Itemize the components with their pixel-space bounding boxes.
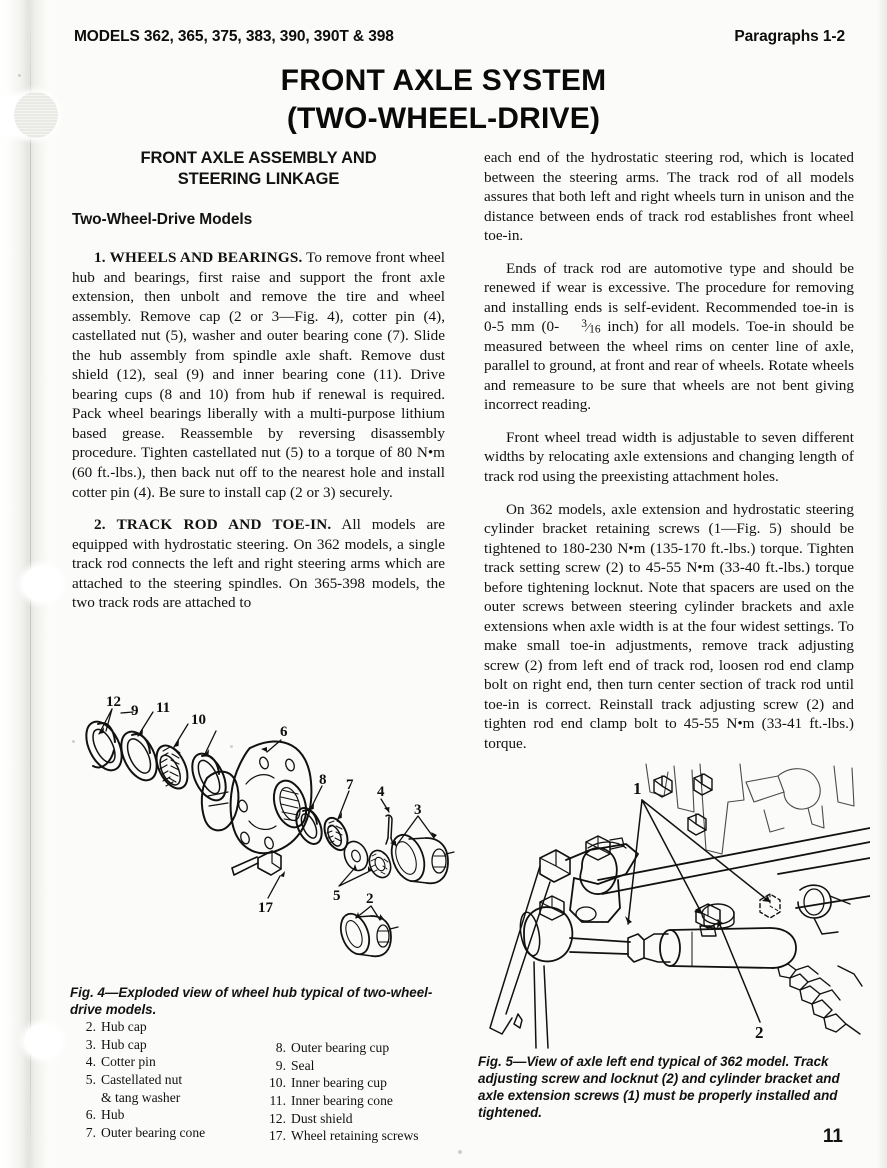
legend-item [260,1039,450,1057]
figure-4-leader-lines [99,709,434,920]
hydraulic-hose-fittings [778,964,862,1034]
legend-number: 12. [269,1110,286,1126]
legend-label: Hub cap [101,1019,147,1034]
figure-4-callout-numbers [106,694,422,916]
legend-column-right [260,1018,450,1145]
figure-4-arrowheads [99,727,437,920]
legend-number: 11. [269,1093,286,1109]
right-paragraph-3: Front wheel tread width is adjustable to seven different widths by relocating axle extensions and changing length of track rod using the preexisting attachment holes. [484,428,854,485]
callout-10: 10 [191,712,206,728]
right-paragraph-1: each end of the hydrostatic steering rod, which is located between the steering arms. The track rod of all models assures that both left and right wheels turn in unison and the distance between ends of track rod establishes front wheel toe-in. [484,149,854,245]
left-text-column [72,148,445,614]
right-text-column [484,148,854,754]
right-paragraph-2-part-a: Ends of track rod are automotive type and should be renewed if wear is excessive. The procedure for removing and installing ends is self-evident. Recommended toe-in is 0-5 mm (0- [484,259,854,336]
legend-number: 4. [85,1054,96,1070]
legend-label: Cotter pin [101,1054,156,1070]
fraction-numerator: 3 [581,317,587,330]
figure-5-caption: Fig. 5—View of axle left end typical of 362 model. Track adjusting screw and locknut (2) and cylinder bracket and axle extension screws (1) must be properly installed and tightened. [478,1054,840,1121]
callout-9: 9 [131,703,139,719]
legend-label: Inner bearing cone [291,1093,393,1109]
paragraph-2-text: All models are equipped with hydrostatic steering. On 362 models, a single track rod connects the left and right steering arms which are attached to the steering spindles. On 365-398 models, the two track rods are attached to [72,516,445,612]
scan-speck [458,1150,462,1154]
background-chassis [646,764,854,854]
part-cotter-pin [386,815,393,844]
legend-item [70,1053,260,1071]
legend-number: 17. [269,1128,286,1144]
legend-label: Dust shield [291,1110,353,1126]
subheading-two-wheel-drive-models: Two-Wheel-Drive Models [72,211,253,229]
section-heading-line-1: FRONT AXLE ASSEMBLY AND [140,149,377,167]
paragraph-1-runin: 1. WHEELS AND BEARINGS. [94,249,303,267]
binding-hole-middle [22,566,62,602]
page-title [0,62,887,138]
callout-4: 4 [377,784,385,800]
tie-rod-end-left [517,907,644,962]
callout-2: 2 [755,1023,764,1042]
axle-support-legs [490,866,550,1048]
legend-label: Wheel retaining screws [291,1128,419,1144]
fraction-slash: ⁄ [586,319,590,335]
right-paragraph-2 [484,259,854,415]
page-title-line-2: (TWO-WHEEL-DRIVE) [286,101,601,135]
page-number: 11 [822,1126,843,1147]
legend-label: Outer bearing cone [101,1125,206,1141]
callout-1: 1 [633,779,642,798]
section-heading-line-2: STEERING LINKAGE [177,170,340,189]
legend-label: Hub cap [101,1036,147,1052]
callout-7: 7 [346,777,354,793]
legend-item-continuation: & tang washer [101,1089,181,1105]
part-wheel-retaining-screw [232,851,281,875]
callout-6: 6 [280,724,288,740]
legend-item [70,1124,260,1142]
page-title-line-1: FRONT AXLE SYSTEM [280,64,607,97]
callout-3: 3 [414,802,422,818]
legend-number: 8. [275,1040,286,1055]
part-outer-bearing-cone [320,814,352,853]
legend-item [260,1074,450,1092]
right-paragraph-2-part-b: inch) for all models. Toe-in should be measured between the wheel rims on center line of axle, parallel to ground, at front and rear of wheels. Rotate wheels and remeasure to be sure that wheels are not bent giving incorrect reading. [484,318,855,414]
binding-hole-bottom [24,1024,62,1058]
paragraph-1 [72,248,445,502]
legend-number: 3. [85,1036,96,1052]
gutter-crease-line [30,0,31,1168]
legend-item [70,1106,260,1124]
part-outer-bearing-cup [291,804,327,848]
legend-number: 9. [275,1057,286,1073]
fraction-three-sixteenths [559,319,600,336]
callout-11: 11 [156,700,171,716]
legend-number: 10. [269,1075,286,1091]
fraction-denominator: 16 [589,323,601,336]
right-paragraph-4: On 362 models, axle extension and hydrostatic steering cylinder bracket retaining screws (1—Fig. 5) should be tightened to 180-230 N•m (135-170 ft.-lbs.) torque. Tighten track setting screw (2) to 45-55 N•m (33-40 ft.-lbs.) torque before tightening locknut. Note that spacers are used on the outer screws between steering cylinder brackets and axle extensions when axle width is at the four widest settings. To make small toe-in adjustments, remove track adjusting screw (2) from left end of track rod, loosen rod end clamp bolt on right end, then turn center section of track rod until toe-in is correct. Reinstall track adjusting screw (2) and tighten rod end clamp bolt to 45-55 N•m (33-41 ft.-lbs.) torque. [484,500,854,752]
legend-item [260,1127,450,1145]
callout-17: 17 [258,900,273,916]
running-head-paragraphs: Paragraphs 1-2 [734,28,845,45]
callout-12: 12 [106,694,121,710]
callout-8: 8 [319,772,327,788]
legend-item [70,1036,260,1054]
figure-4-caption: Fig. 4—Exploded view of wheel hub typical of two-wheel-drive models. [70,985,433,1017]
figure-5-axle-left-end-diagram [478,762,870,1050]
legend-item [70,1071,260,1089]
legend-item [260,1092,450,1110]
figure-4-exploded-wheel-hub-diagram [68,686,468,972]
part-hub-cap-2 [336,910,398,958]
paragraph-1-text: To remove front wheel hub and bearings, first raise and support the front axle extension, then unbolt and remove the tire and wheel assembly. Remove cap (2 or 3—Fig. 4), cotter pin (4), castellated nut (5), washer and outer bearing cone (7). Slide the hub assembly from spindle axle shaft. Remove dust shield (12), seal (9) and inner bearing cone (11). Drive bearing cups (8 and 10) from hub if renewal is required. Pack wheel bearings liberally with a multi-purpose lithium based grease. Reassemble by reversing disassembly procedure. Tighten castellated nut (5) to a torque of 80 N•m (60 ft.-lbs.), then back nut off to the nearest hole and install cotter pin (4). Be sure to install cap (2 or 3) securely. [72,249,445,501]
legend-number: 6. [85,1107,96,1123]
legend-label: Seal [291,1057,315,1073]
legend-number: 5. [85,1072,96,1088]
legend-label: Hub [101,1107,125,1123]
callout-5: 5 [333,888,341,904]
legend-item [70,1018,260,1036]
paragraph-2-runin: 2. TRACK ROD AND TOE-IN. [94,516,332,534]
part-hub [202,741,312,853]
legend-number: 2. [85,1019,96,1034]
legend-column-left [70,1018,260,1145]
legend-label: Outer bearing cup [291,1040,390,1055]
callout-2: 2 [366,891,374,907]
axle-extension-screws [760,885,850,934]
legend-label: Inner bearing cup [291,1075,387,1091]
part-hub-cap-3 [386,830,454,885]
book-binding-gutter [0,0,62,1168]
legend-item [260,1057,450,1075]
page-edge-shadow [877,0,887,1168]
legend-item [260,1110,450,1128]
section-heading [72,148,445,190]
legend-label: Castellated nut [101,1072,183,1088]
legend-number: 7. [85,1125,96,1141]
figure-4-parts-legend [70,1018,450,1145]
paragraph-2 [72,515,445,613]
running-head-models: MODELS 362, 365, 375, 383, 390, 390T & 398 [74,28,394,45]
